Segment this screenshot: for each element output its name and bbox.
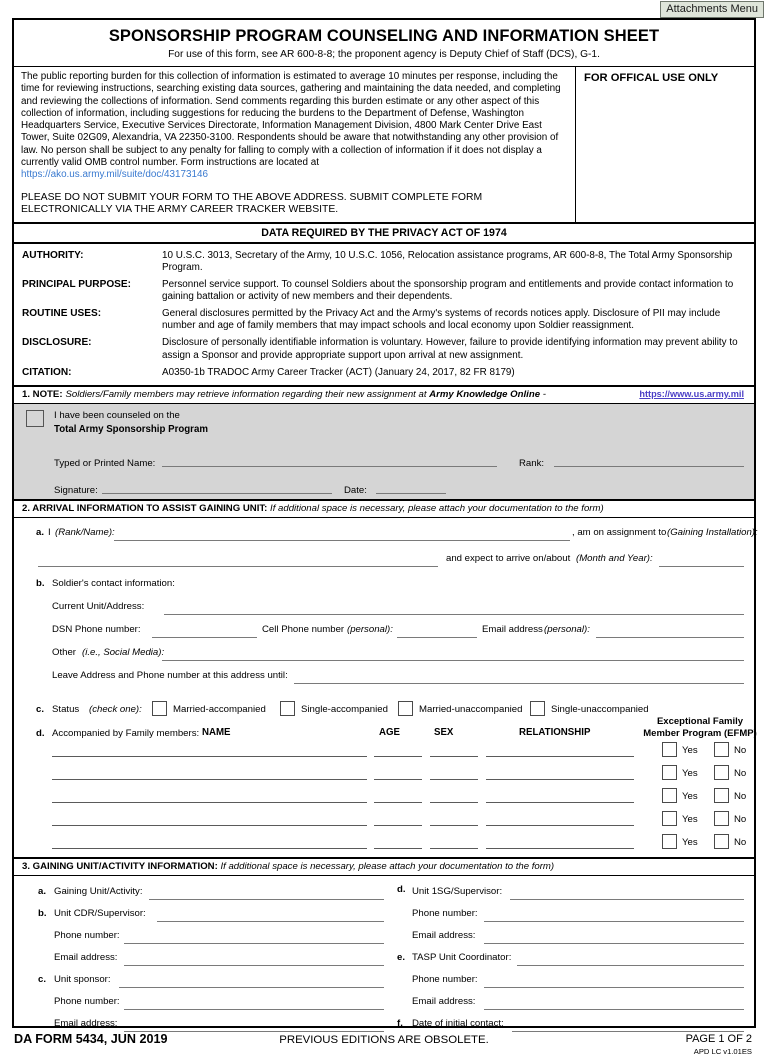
status-option-label: Single-unaccompanied bbox=[551, 703, 649, 715]
arrive-month-year-input[interactable] bbox=[659, 566, 744, 567]
sponsor-phone-number-input[interactable] bbox=[124, 1009, 384, 1010]
efmp-header-line1: Exceptional Family bbox=[656, 715, 744, 727]
privacy-text: 10 U.S.C. 3013, Secretary of the Army, 10 U.S.C. 1056, Relocation assistance programs, AR 600-8-8, The Total Army Sponsorship Program. bbox=[162, 249, 733, 273]
efmp-yes-label: Yes bbox=[682, 767, 698, 779]
efmp-yes-checkbox[interactable] bbox=[662, 788, 677, 803]
section-3-instruction: If additional space is necessary, please attach your documentation to the form) bbox=[220, 860, 555, 872]
burden-instructions-link[interactable]: https://ako.us.army.mil/suite/doc/43173146 bbox=[21, 169, 208, 181]
unit-sponsor-label: Unit sponsor: bbox=[54, 973, 111, 985]
form-identifier: DA FORM 5434, JUN 2019 bbox=[14, 1031, 168, 1046]
family-age-input[interactable] bbox=[374, 825, 422, 826]
counseled-line2: Total Army Sponsorship Program bbox=[54, 423, 208, 435]
attachments-menu-button[interactable]: Attachments Menu bbox=[660, 1, 764, 18]
section-2-number: 2. ARRIVAL INFORMATION TO ASSIST GAINING UNIT: bbox=[22, 502, 268, 514]
item-b-marker: b. bbox=[38, 907, 47, 919]
section-3-number: 3. GAINING UNIT/ACTIVITY INFORMATION: bbox=[22, 860, 218, 872]
section-3-body bbox=[14, 876, 754, 1029]
column-header-sex: SEX bbox=[434, 726, 454, 738]
unit-1sg-supervisor-label: Unit 1SG/Supervisor: bbox=[412, 885, 503, 897]
unit-1sg-supervisor-input[interactable] bbox=[510, 899, 744, 900]
other-label: Other bbox=[52, 646, 76, 658]
gaining-installation-hint: (Gaining Installation): bbox=[667, 526, 758, 538]
efmp-no-label: No bbox=[734, 836, 747, 848]
other-hint: (i.e., Social Media): bbox=[82, 646, 165, 658]
section-2-instruction: If additional space is necessary, please attach your documentation to the form) bbox=[270, 502, 604, 514]
tasp-email-address-label: Email address: bbox=[412, 995, 476, 1007]
signature-label: Signature: bbox=[54, 484, 98, 496]
family-relationship-input[interactable] bbox=[486, 756, 634, 757]
family-name-input[interactable] bbox=[52, 802, 367, 803]
sg-email-address-label: Email address: bbox=[412, 929, 476, 941]
privacy-label: AUTHORITY: bbox=[22, 249, 84, 261]
date-label: Date: bbox=[344, 484, 367, 496]
unit-cdr-supervisor-input[interactable] bbox=[157, 921, 384, 922]
privacy-label: DISCLOSURE: bbox=[22, 337, 92, 349]
email-hint: (personal): bbox=[544, 623, 590, 635]
gaining-unit-activity-input[interactable] bbox=[149, 899, 384, 900]
family-relationship-input[interactable] bbox=[486, 779, 634, 780]
item-a-rank-name-hint: (Rank/Name): bbox=[55, 526, 115, 538]
cdr-phone-number-input[interactable] bbox=[124, 943, 384, 944]
sg-email-address-input[interactable] bbox=[484, 943, 744, 944]
efmp-yes-checkbox[interactable] bbox=[662, 834, 677, 849]
other-social-media-input[interactable] bbox=[162, 660, 744, 661]
efmp-no-label: No bbox=[734, 790, 747, 802]
note-text: Soldiers/Family members may retrieve information regarding their new assignment at Army Knowledge Online - bbox=[65, 388, 546, 400]
section-2-header bbox=[14, 501, 754, 518]
section-2-body bbox=[14, 518, 758, 702]
previous-editions-notice: PREVIOUS EDITIONS ARE OBSOLETE. bbox=[279, 1033, 489, 1046]
efmp-yes-checkbox[interactable] bbox=[662, 811, 677, 826]
note-bar bbox=[14, 385, 754, 404]
family-age-input[interactable] bbox=[374, 756, 422, 757]
family-relationship-input[interactable] bbox=[486, 825, 634, 826]
form-footer bbox=[12, 1028, 756, 1064]
tasp-phone-number-label: Phone number: bbox=[412, 973, 478, 985]
efmp-header-line2: Member Program (EFMP) bbox=[643, 727, 757, 739]
tasp-unit-coordinator-input[interactable] bbox=[517, 965, 744, 966]
counseled-line1: I have been counseled on the bbox=[54, 409, 180, 421]
counseling-acknowledgement-block bbox=[14, 404, 754, 501]
item-a-marker: a. bbox=[38, 885, 47, 897]
efmp-yes-checkbox[interactable] bbox=[662, 765, 677, 780]
cdr-email-address-input[interactable] bbox=[124, 965, 384, 966]
cell-phone-input[interactable] bbox=[397, 637, 477, 638]
privacy-text: Personnel service support. To counsel Soldiers about the sponsorship program and entitlements and provide contact information to gaining battalion or activity of new members and their dependents. bbox=[162, 279, 734, 303]
sponsor-email-address-label: Email address: bbox=[54, 1017, 118, 1029]
status-option-label: Single-accompanied bbox=[301, 703, 388, 715]
status-hint: (check one): bbox=[89, 703, 142, 715]
apd-version: APD LC v1.01ES bbox=[693, 1046, 752, 1056]
leave-address-input[interactable] bbox=[294, 683, 744, 684]
family-sex-input[interactable] bbox=[430, 848, 478, 849]
current-unit-address-input[interactable] bbox=[164, 614, 744, 615]
family-relationship-input[interactable] bbox=[486, 848, 634, 849]
item-a-tail: , am on assignment to bbox=[572, 526, 667, 538]
section-2-status-family bbox=[14, 702, 757, 857]
printed-name-label: Typed or Printed Name: bbox=[54, 457, 156, 469]
privacy-act-body bbox=[14, 244, 754, 385]
da-form-5434 bbox=[12, 18, 756, 1028]
privacy-label: ROUTINE USES: bbox=[22, 308, 102, 320]
item-c-marker: c. bbox=[38, 973, 47, 985]
family-age-input[interactable] bbox=[374, 848, 422, 849]
efmp-no-checkbox[interactable] bbox=[714, 765, 729, 780]
efmp-no-checkbox[interactable] bbox=[714, 811, 729, 826]
family-name-input[interactable] bbox=[52, 848, 367, 849]
fouo-box: FOR OFFICAL USE ONLY bbox=[584, 72, 719, 84]
attachments-toolbar bbox=[0, 0, 768, 18]
ako-link[interactable]: https://www.us.army.mil bbox=[639, 388, 744, 399]
gaining-installation-input[interactable] bbox=[38, 566, 438, 567]
tasp-unit-coordinator-label: TASP Unit Coordinator: bbox=[412, 951, 512, 963]
privacy-label: PRINCIPAL PURPOSE: bbox=[22, 279, 131, 291]
printed-name-input[interactable] bbox=[162, 466, 497, 467]
cdr-email-address-label: Email address: bbox=[54, 951, 118, 963]
status-checkbox-single-unaccompanied[interactable] bbox=[530, 701, 545, 716]
leave-address-label: Leave Address and Phone number at this address until: bbox=[52, 669, 288, 681]
burden-statement-row bbox=[14, 66, 754, 224]
privacy-row bbox=[14, 306, 754, 335]
month-year-hint: (Month and Year): bbox=[576, 552, 653, 564]
efmp-yes-checkbox[interactable] bbox=[662, 742, 677, 757]
column-header-relationship: RELATIONSHIP bbox=[519, 726, 591, 738]
efmp-no-label: No bbox=[734, 744, 747, 756]
cell-phone-hint: (personal): bbox=[347, 623, 393, 635]
date-input[interactable] bbox=[376, 493, 446, 494]
efmp-yes-label: Yes bbox=[682, 836, 698, 848]
privacy-text: Disclosure of personally identifiable information is voluntary. However, failure to provide identifying information may prevent ability to assign a Sponsor and provide appropriate support upon arrival at new assignment. bbox=[162, 337, 738, 361]
efmp-no-checkbox[interactable] bbox=[714, 834, 729, 849]
form-subtitle: For use of this form, see AR 600-8-8; the proponent agency is Deputy Chief of Staff (DCS), G-1. bbox=[168, 49, 600, 60]
section-3-header bbox=[14, 857, 754, 876]
family-sex-input[interactable] bbox=[430, 779, 478, 780]
status-checkbox-married-unaccompanied[interactable] bbox=[398, 701, 413, 716]
status-checkbox-married-accompanied[interactable] bbox=[152, 701, 167, 716]
privacy-row bbox=[14, 335, 754, 364]
family-sex-input[interactable] bbox=[430, 825, 478, 826]
family-age-input[interactable] bbox=[374, 779, 422, 780]
status-checkbox-single-accompanied[interactable] bbox=[280, 701, 295, 716]
burden-statement bbox=[14, 67, 576, 222]
family-sex-input[interactable] bbox=[430, 802, 478, 803]
family-sex-input[interactable] bbox=[430, 756, 478, 757]
privacy-act-heading: DATA REQUIRED BY THE PRIVACY ACT OF 1974 bbox=[14, 224, 754, 244]
efmp-yes-label: Yes bbox=[682, 813, 698, 825]
signature-input[interactable] bbox=[102, 493, 332, 494]
dsn-phone-input[interactable] bbox=[152, 637, 257, 638]
sg-phone-number-label: Phone number: bbox=[412, 907, 478, 919]
efmp-no-checkbox[interactable] bbox=[714, 742, 729, 757]
rank-name-input[interactable] bbox=[114, 540, 570, 541]
family-name-input[interactable] bbox=[52, 825, 367, 826]
email-label: Email address bbox=[482, 623, 543, 635]
unit-sponsor-input[interactable] bbox=[119, 987, 384, 988]
email-input[interactable] bbox=[596, 637, 744, 638]
privacy-text: A0350-1b TRADOC Army Career Tracker (ACT) (January 24, 2017, 82 FR 8179) bbox=[162, 366, 515, 378]
item-d-marker: d. bbox=[36, 727, 45, 739]
privacy-label: CITATION: bbox=[22, 366, 72, 378]
status-option-label: Married-unaccompanied bbox=[419, 703, 523, 715]
counseled-checkbox[interactable] bbox=[26, 410, 44, 427]
item-e-marker: e. bbox=[397, 951, 406, 963]
family-name-input[interactable] bbox=[52, 779, 367, 780]
efmp-yes-label: Yes bbox=[682, 744, 698, 756]
note-number: 1. NOTE: bbox=[22, 388, 63, 400]
privacy-text: General disclosures permitted by the Privacy Act and the Army's systems of records notices apply. Disclosure of PII may include number and age of family members that may impact schools and local economy upon Soldier reassignment. bbox=[162, 308, 721, 332]
privacy-row bbox=[14, 365, 754, 382]
family-relationship-input[interactable] bbox=[486, 802, 634, 803]
column-header-name: NAME bbox=[202, 726, 231, 738]
item-f-marker: f. bbox=[397, 1017, 403, 1029]
arrive-label: and expect to arrive on/about bbox=[446, 552, 571, 564]
family-name-input[interactable] bbox=[52, 756, 367, 757]
efmp-no-checkbox[interactable] bbox=[714, 788, 729, 803]
family-members-label: Accompanied by Family members: bbox=[52, 727, 200, 739]
efmp-no-label: No bbox=[734, 813, 747, 825]
rank-input[interactable] bbox=[554, 466, 744, 467]
efmp-yes-label: Yes bbox=[682, 790, 698, 802]
status-option-label: Married-accompanied bbox=[173, 703, 266, 715]
tasp-phone-number-input[interactable] bbox=[484, 987, 744, 988]
privacy-row bbox=[14, 277, 754, 306]
item-b-label: Soldier's contact information: bbox=[52, 577, 175, 589]
dsn-phone-label: DSN Phone number: bbox=[52, 623, 141, 635]
privacy-row bbox=[14, 248, 754, 277]
item-c-marker: c. bbox=[36, 703, 45, 715]
sg-phone-number-input[interactable] bbox=[484, 921, 744, 922]
efmp-no-label: No bbox=[734, 767, 747, 779]
date-initial-contact-label: Date of initial contact: bbox=[412, 1017, 504, 1029]
item-d-marker: d. bbox=[397, 883, 406, 895]
cell-phone-label: Cell Phone number bbox=[262, 623, 345, 635]
item-b-marker: b. bbox=[36, 577, 45, 589]
rank-label: Rank: bbox=[519, 457, 545, 469]
status-label: Status bbox=[52, 703, 80, 715]
item-a-marker: a. bbox=[36, 526, 45, 538]
page-number: PAGE 1 OF 2 bbox=[685, 1032, 752, 1045]
burden-statement-text: The public reporting burden for this collection of information is estimated to average 10 minutes per response, including the time for reviewing instructions, searching existing data sources, gathering and maintaining the data needed, and completing and reviewing the collections of information. Send comments regarding this burden estimate or any other aspect of this collection of information, including suggestions for reducing the burdens to the Department of Defense, Washington Headquarters Service, Executive Services Directorate, Information Management Division, 4800 Mark Center Drive East Tower, Suite 02G09, Alexandria, VA 22350-3100. Respondents should be aware that notwithstanding any other provision of law. No person shall be subject to any penalty for falling to comply with a collection of information if it does not display a currently valid OMB control number. Form instructions are located at bbox=[21, 71, 561, 169]
current-unit-address-label: Current Unit/Address: bbox=[52, 600, 145, 612]
column-header-age: AGE bbox=[379, 726, 400, 738]
family-age-input[interactable] bbox=[374, 802, 422, 803]
unit-cdr-supervisor-label: Unit CDR/Supervisor: bbox=[54, 907, 146, 919]
sponsor-phone-number-label: Phone number: bbox=[54, 995, 120, 1007]
tasp-email-address-input[interactable] bbox=[484, 1009, 744, 1010]
page-title: SPONSORSHIP PROGRAM COUNSELING AND INFORMATION SHEET bbox=[108, 27, 660, 45]
item-a-label-pre: I bbox=[48, 526, 51, 538]
cdr-phone-number-label: Phone number: bbox=[54, 929, 120, 941]
gaining-unit-activity-label: Gaining Unit/Activity: bbox=[54, 885, 143, 897]
burden-submit-notice: PLEASE DO NOT SUBMIT YOUR FORM TO THE ABOVE ADDRESS. SUBMIT COMPLETE FORM ELECTRONICALLY VIA THE ARMY CAREER TRACKER WEBSITE. bbox=[21, 191, 483, 216]
